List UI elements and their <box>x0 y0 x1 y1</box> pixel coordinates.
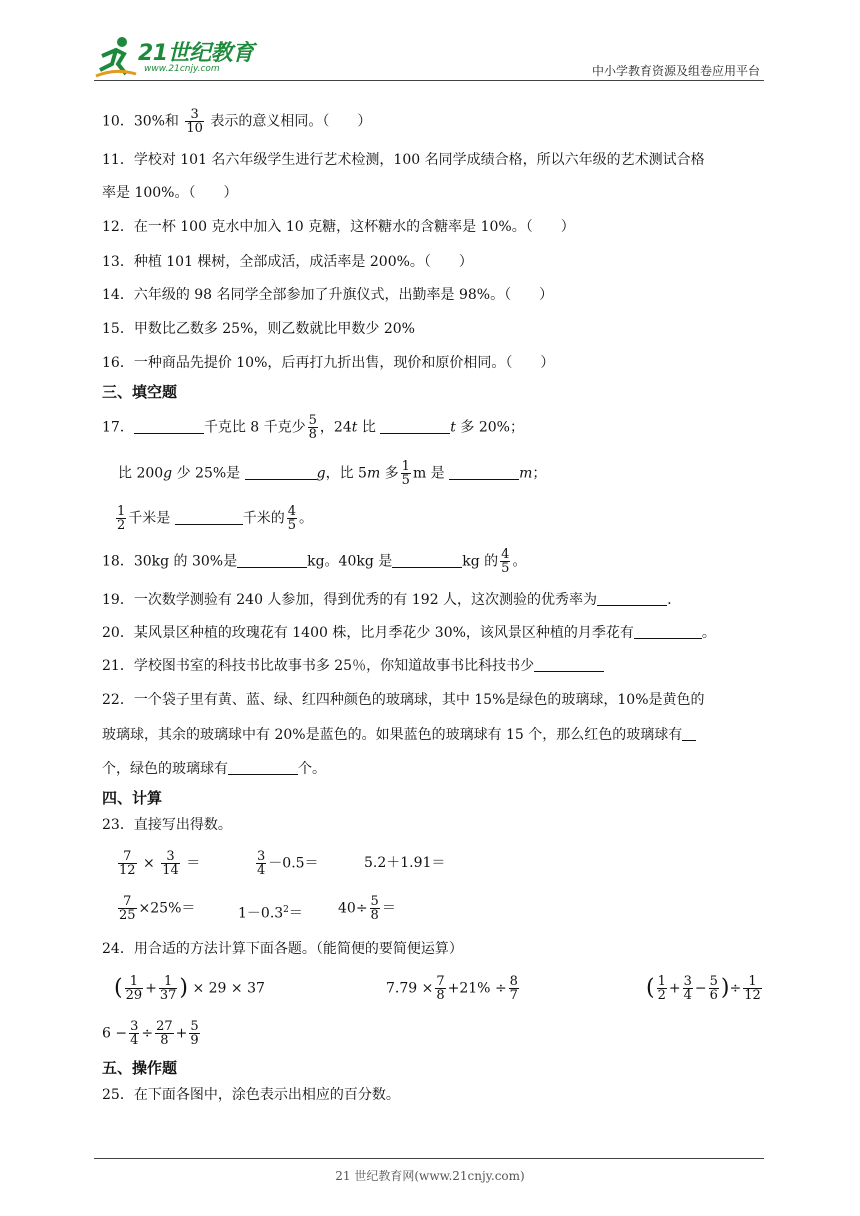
site-logo <box>94 34 264 80</box>
question-22-line3: 个，绿色的玻璃球有 个。 <box>102 761 326 777</box>
question-20: 20．某风景区种植的玫瑰花有 1400 株，比月季花少 30%，该风景区种植的月季花有 。 <box>102 625 716 641</box>
question-25: 25．在下面各图中，涂色表示出相应的百分数。 <box>102 1087 400 1103</box>
fraction: $\frac{3}{10}$ <box>186 107 203 136</box>
answer-blank[interactable] <box>682 726 696 741</box>
question-23-title: 23．直接写出得数。 <box>102 817 232 833</box>
question-11-line2: 率是 100%。（ ） <box>102 185 238 201</box>
header-divider <box>94 80 764 81</box>
question-18: 18．30kg 的 30%是 kg。40kg 是 kg 的 $\frac{4}{5}$ 。 <box>102 547 527 576</box>
answer-blank[interactable] <box>134 419 204 434</box>
question-16: 16．一种商品先提价 10%，后再打九折出售，现价和原价相同。（ ） <box>102 355 555 371</box>
problem-24-4: 6 − $\frac{3}{4}$ ÷ $\frac{27}{8}$ + $\frac{5}{9}$ <box>102 1019 199 1048</box>
question-22-line2: 玻璃球，其余的玻璃球中有 20%是蓝色的。如果蓝色的玻璃球有 15 个，那么红色的玻璃球有 <box>102 725 696 745</box>
question-21: 21．学校图书室的科技书比故事书多 25％，你知道故事书比科技书少 <box>102 656 604 676</box>
calc-row-2: $\frac{7}{25}$ ×25%＝ <box>119 894 196 923</box>
answer-blank[interactable] <box>380 419 450 434</box>
footer-divider <box>94 1158 764 1159</box>
calc-expr-6: 40÷ $\frac{5}{8}$ ＝ <box>338 894 396 923</box>
question-11-line1: 11．学校对 101 名六年级学生进行艺术检测，100 名同学成绩合格，所以六年级的艺术测试合格 <box>102 152 705 168</box>
header-platform-text: 中小学教育资源及组卷应用平台 <box>591 64 760 78</box>
runner-logo-icon <box>94 34 138 80</box>
question-15: 15．甲数比乙数多 25%，则乙数就比甲数少 20% <box>102 321 415 337</box>
answer-blank[interactable] <box>228 760 298 775</box>
problem-24-2: 7.79 × $\frac{7}{8}$ +21% ÷ $\frac{8}{7}$ <box>386 974 518 1003</box>
question-17-line3: $\frac{1}{2}$ 千米是 千米的 $\frac{4}{5}$ 。 <box>117 504 314 533</box>
section-4-title: 四、计算 <box>102 789 163 807</box>
problem-24-1: ( $\frac{1}{29}$ + $\frac{1}{37}$ ) × 29 × 37 <box>114 974 265 1003</box>
question-24-title: 24．用合适的方法计算下面各题。（能简便的要简便运算） <box>102 941 463 957</box>
question-22-line1: 22．一个袋子里有黄、蓝、绿、红四种颜色的玻璃球，其中 15%是绿色的玻璃球，10%是黄色的 <box>102 692 705 708</box>
answer-blank[interactable] <box>175 510 243 525</box>
answer-blank[interactable] <box>634 624 702 639</box>
question-10: 10．30%和 $\frac{3}{10}$ 表示的意义相同。（ ） <box>102 107 372 136</box>
question-14: 14．六年级的 98 名同学全部参加了升旗仪式，出勤率是 98%。（ ） <box>102 287 554 303</box>
question-17-line1: 17． 千克比 8 千克少 $\frac{5}{8}$ ，24t 比 t 多 20%； <box>102 413 524 442</box>
answer-blank[interactable] <box>449 465 519 480</box>
answer-blank[interactable] <box>237 553 307 568</box>
calc-expr-5: $1-0.3^2=$ <box>238 905 303 922</box>
section-5-title: 五、操作题 <box>102 1059 178 1077</box>
calc-expr-2: $\frac{3}{4}$ －0.5＝ <box>257 849 319 878</box>
logo-text: 21世纪教育 <box>138 41 254 66</box>
question-12: 12．在一杯 100 克水中加入 10 克糖，这杯糖水的含糖率是 10%。（ ） <box>102 219 575 235</box>
question-19: 19．一次数学测验有 240 人参加，得到优秀的有 192 人，这次测验的优秀率为 . <box>102 592 672 608</box>
problem-24-3: ( $\frac{1}{2}$ + $\frac{3}{4}$ − $\frac{5}{6}$ )÷ $\frac{1}{12}$ <box>646 974 761 1003</box>
answer-blank[interactable] <box>392 553 462 568</box>
calc-row-1: $\frac{7}{12}$ × $\frac{3}{14}$ ＝ <box>119 849 201 878</box>
calc-expr-3: 5.2＋1.91＝ <box>364 855 446 871</box>
question-17-line2: 比 200g 少 25%是 g，比 5m 多 $\frac{1}{5}$ m 是 m； <box>118 459 547 488</box>
answer-blank[interactable] <box>534 657 604 672</box>
section-3-title: 三、填空题 <box>102 383 178 401</box>
footer-text: 21 世纪教育网(www.21cnjy.com) <box>335 1169 525 1183</box>
logo-url: www.21cnjy.com <box>144 64 220 74</box>
answer-blank[interactable] <box>597 591 667 606</box>
question-13: 13．种植 101 棵树，全部成活，成活率是 200%。（ ） <box>102 254 473 270</box>
answer-blank[interactable] <box>245 465 317 480</box>
